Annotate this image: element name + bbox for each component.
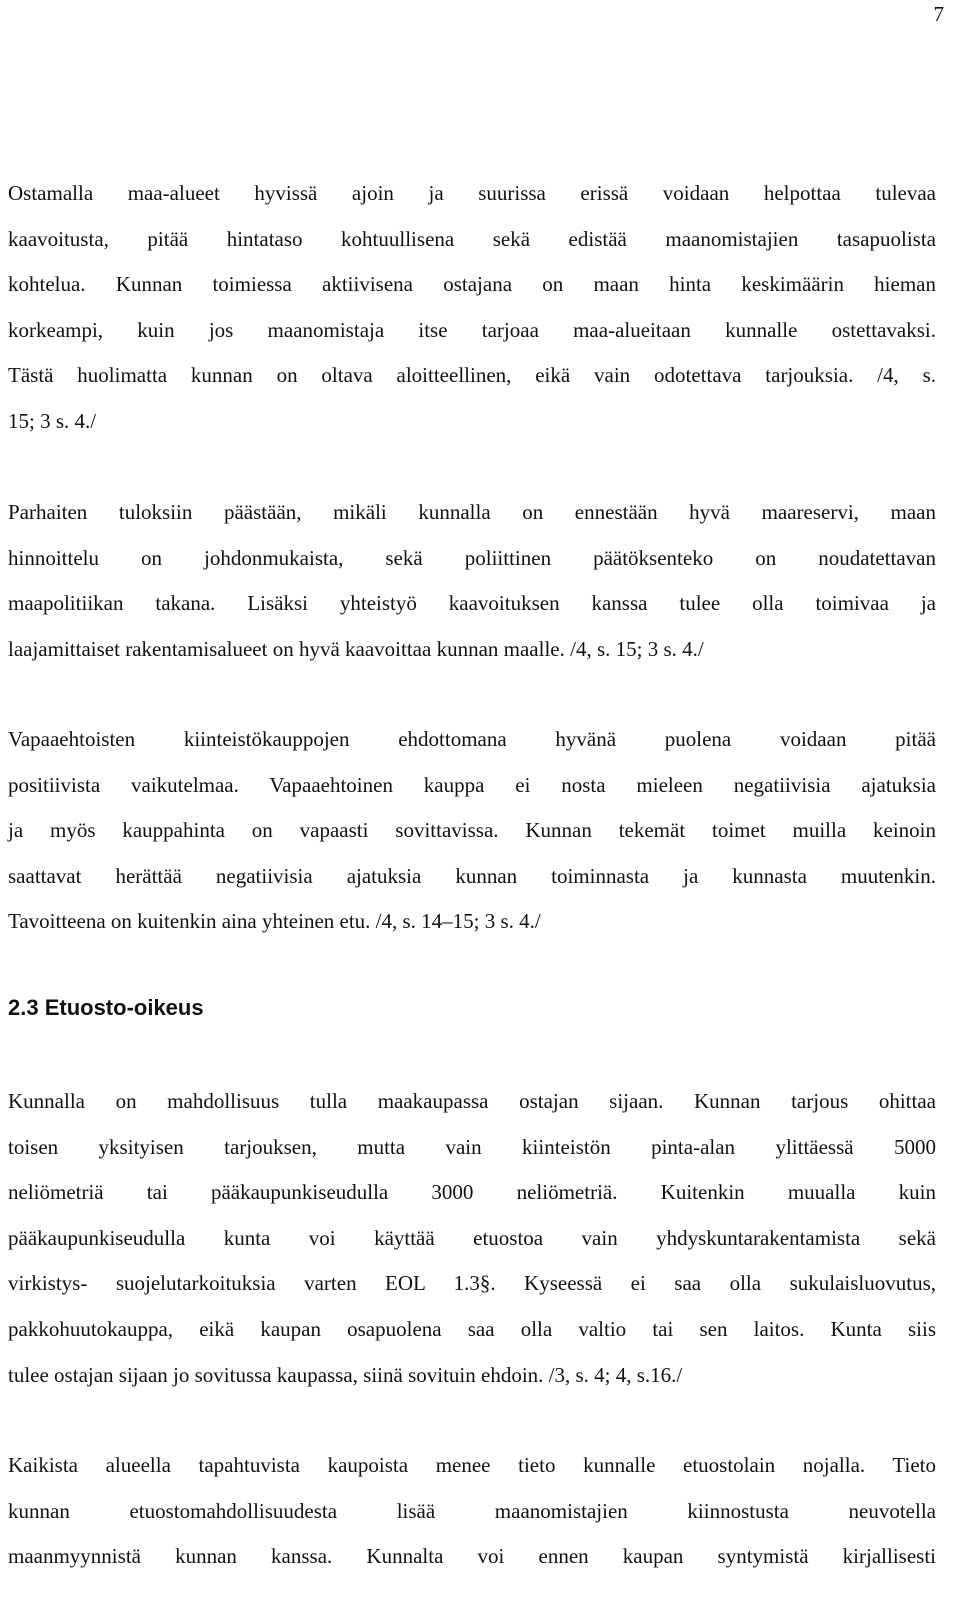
- paragraph-line: Tavoitteena on kuitenkin aina yhteinen etu. /4, s. 14–15; 3 s. 4./: [8, 909, 541, 934]
- page-number: 7: [933, 2, 944, 26]
- paragraph-line: laajamittaiset rakentamisalueet on hyvä kaavoittaa kunnan maalle. /4, s. 15; 3 s. 4./: [8, 636, 704, 661]
- paragraph-vapaaehtoiset: [8, 717, 936, 945]
- paragraph-line: saattavat herättää negatiivisia ajatuksia kunnan toiminnasta ja kunnasta muutenkin.: [8, 863, 936, 888]
- paragraph-maanhankinta: [8, 171, 936, 445]
- paragraph-line: kunnan etuostomahdollisuudesta lisää maanomistajien kiinnostusta neuvotella: [8, 1498, 936, 1523]
- paragraph-tieto: [8, 1443, 936, 1580]
- paragraph-tuloksiin: [8, 490, 936, 672]
- paragraph-line: Parhaiten tuloksiin päästään, mikäli kunnalla on ennestään hyvä maareservi, maan: [8, 500, 936, 524]
- paragraph-line: Kaikista alueella tapahtuvista kaupoista menee tieto kunnalle etuostolain nojalla. Tieto: [8, 1453, 936, 1477]
- paragraph-line: korkeampi, kuin jos maanomistaja itse tarjoaa maa-alueitaan kunnalle ostettavaksi.: [8, 317, 936, 342]
- paragraph-line: Kunnalla on mahdollisuus tulla maakaupassa ostajan sijaan. Kunnan tarjous ohittaa: [8, 1089, 936, 1113]
- paragraph-line: pääkaupunkiseudulla kunta voi käyttää etuostoa vain yhdyskuntarakentamista sekä: [8, 1225, 936, 1250]
- paragraph-line: toisen yksityisen tarjouksen, mutta vain kiinteistön pinta-alan ylittäessä 5000: [8, 1134, 936, 1159]
- paragraph-line: tulee ostajan sijaan jo sovitussa kaupassa, siinä sovituin ehdoin. /3, s. 4; 4, s.16./: [8, 1362, 683, 1387]
- paragraph-line: maapolitiikan takana. Lisäksi yhteistyö kaavoituksen kanssa tulee olla toimivaa ja: [8, 591, 936, 616]
- paragraph-line: Ostamalla maa-alueet hyvissä ajoin ja suurissa erissä voidaan helpottaa tulevaa: [8, 181, 936, 205]
- paragraph-line: maanmyynnistä kunnan kanssa. Kunnalta voi ennen kaupan syntymistä kirjallisesti: [8, 1544, 936, 1569]
- paragraph-line: kohtelua. Kunnan toimiessa aktiivisena ostajana on maan hinta keskimäärin hieman: [8, 272, 936, 297]
- paragraph-line: Vapaaehtoisten kiinteistökauppojen ehdottomana hyvänä puolena voidaan pitää: [8, 727, 936, 751]
- paragraph-line: 15; 3 s. 4./: [8, 408, 97, 433]
- paragraph-line: ja myös kauppahinta on vapaasti sovittavissa. Kunnan tekemät toimet muilla keinoin: [8, 818, 936, 843]
- paragraph-etuosto: [8, 1079, 936, 1398]
- paragraph-line: kaavoitusta, pitää hintataso kohtuullisena sekä edistää maanomistajien tasapuolista: [8, 226, 936, 251]
- paragraph-line: positiivista vaikutelmaa. Vapaaehtoinen kauppa ei nosta mieleen negatiivisia ajatuksia: [8, 772, 936, 797]
- paragraph-line: hinnoittelu on johdonmukaista, sekä poliittinen päätöksenteko on noudatettavan: [8, 545, 936, 570]
- paragraph-line: virkistys- suojelutarkoituksia varten EOL 1.3§. Kyseessä ei saa olla sukulaisluovutus,: [8, 1271, 936, 1296]
- paragraph-line: Tästä huolimatta kunnan on oltava aloitteellinen, eikä vain odotettava tarjouksia. /4, s.: [8, 363, 936, 388]
- paragraph-line: neliömetriä tai pääkaupunkiseudulla 3000 neliömetriä. Kuitenkin muualla kuin: [8, 1180, 936, 1205]
- section-heading: 2.3 Etuosto-oikeus: [8, 995, 204, 1020]
- paragraph-line: pakkohuutokauppa, eikä kaupan osapuolena saa olla valtio tai sen laitos. Kunta siis: [8, 1316, 936, 1341]
